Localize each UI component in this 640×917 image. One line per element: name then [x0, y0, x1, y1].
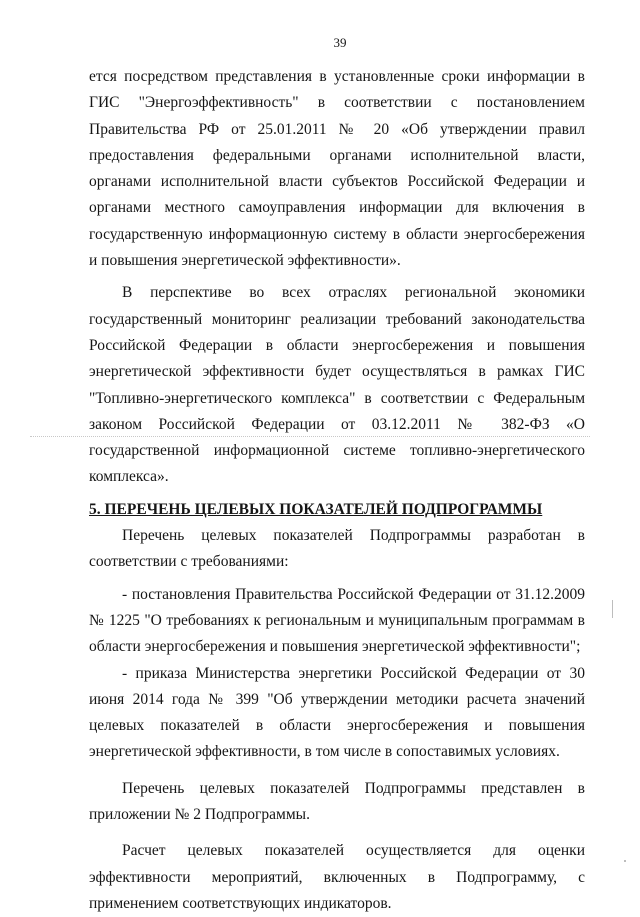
paragraph-indicators-developed: Перечень целевых показателей Подпрограммы разработан в соответствии с требованиями: — [89, 527, 585, 571]
page-number: 39 — [333, 35, 347, 50]
document-body — [89, 64, 585, 917]
list-item-government-decree: - постановления Правительства Российской Федерации от 31.12.2009 № 1225 "О требованиях к региональным и муниципальным программам в области энергосбережения и повышения энергетической эффективности"; — [89, 585, 585, 656]
scan-speck — [624, 860, 626, 862]
list-item-ministry-order: - приказа Министерства энергетики Российской Федерации от 30 июня 2014 года № 399 "Об утверждении методики расчета значений целевых показателей в области энергосбережения и повышения энергетической эффективности, в том числе в сопоставимых условиях. — [89, 664, 585, 761]
scan-speck — [612, 600, 613, 618]
paragraph-gap — [89, 766, 585, 776]
paragraph-calculation: Расчет целевых показателей осуществляется для оценки эффективности мероприятий, включенных в Подпрограмму, с применением соответствующих индикаторов. — [89, 842, 585, 912]
paragraph-gap — [89, 828, 585, 838]
paragraph-monitoring-perspective: В перспективе во всех отраслях региональной экономики государственный мониторинг реализации требований законодательства Российской Федерации в области энергосбережения и повышения энергетической эффективности будет осуществляться в рамках ГИС "Топливно-энергетического комплекса" в соответствии с Федеральным законом Российской Федерации от 03.12.2011 № 382-ФЗ «О государственной информационной системе топливно-энергетического комплекса». — [89, 284, 585, 486]
paragraph-appendix-reference: Перечень целевых показателей Подпрограммы представлен в приложении № 2 Подпрограммы. — [89, 779, 585, 824]
paragraph-gis-energy-efficiency: ется посредством представления в установленные сроки информации в ГИС "Энергоэффективность" в соответствии с постановлением Правительства РФ от 25.01.2011 № 20 «Об утверждении правил предоставления федеральными органами исполнительной власти, органами исполнительной власти субъектов Российской Федерации и органами местного самоуправления информации для включения в государственную информационную систему в области энергосбережения и повышения энергетической эффективности». — [89, 68, 585, 270]
section-heading: 5. ПЕРЕЧЕНЬ ЦЕЛЕВЫХ ПОКАЗАТЕЛЕЙ ПОДПРОГРАММЫ — [89, 500, 543, 518]
